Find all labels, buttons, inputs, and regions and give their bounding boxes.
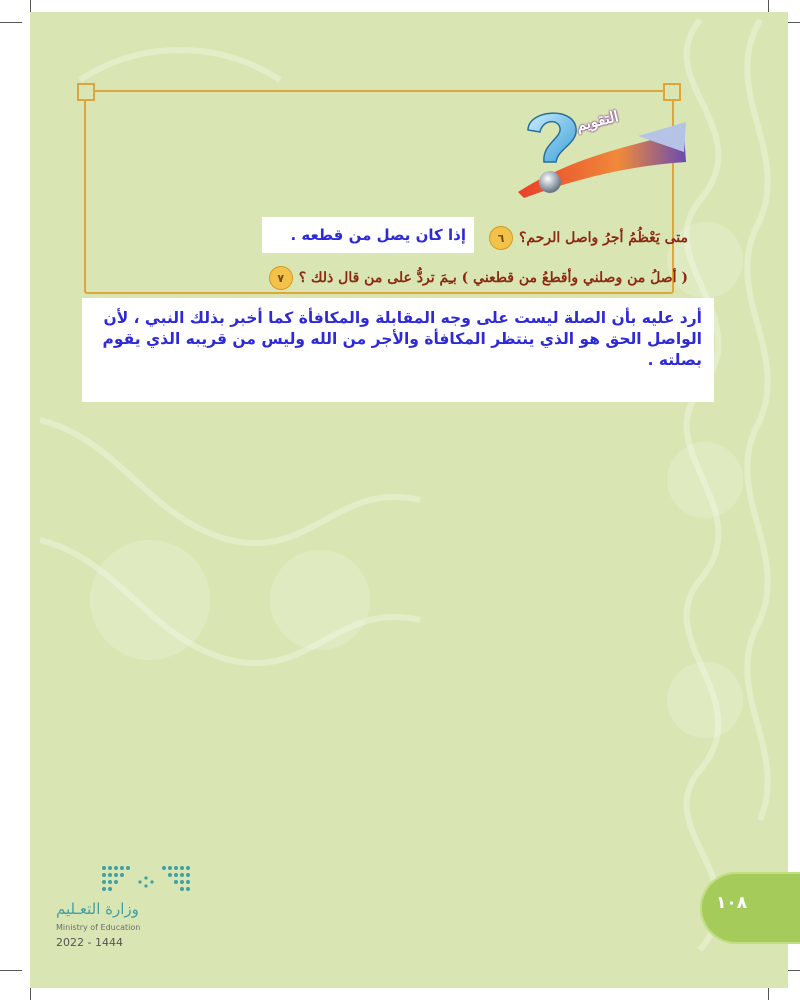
page-number: ١٠٨: [716, 893, 748, 913]
question-number-badge: ٦: [489, 226, 513, 250]
answer-box: أرد عليه بأن الصلة ليست على وجه المقابلة والمكافأة كما أخبر بذلك النبي ، لأن الواصل الحق هو الذي ينتظر المكافأة والأجر من الله وليس من قريبه الذي يقوم بصلته .: [82, 298, 714, 402]
section-title: التقويم: [574, 107, 621, 135]
question-text: ( أصلُ من وصلني وأقطعُ من قطعني ) بـِمَ تردُّ على من قال ذلك ؟: [298, 270, 688, 286]
edition-year: 2022 - 1444: [56, 936, 123, 949]
question-7: [269, 266, 688, 290]
question-6: [489, 226, 688, 250]
ministry-name-arabic: وزارة التعـليم: [56, 900, 139, 918]
page-number-tab: [700, 872, 800, 944]
ministry-name-english: Ministry of Education: [56, 923, 141, 932]
ministry-logo-dots: [100, 862, 192, 896]
question-text: متى يَعْظُمُ أجرُ واصل الرحم؟: [518, 230, 688, 246]
answer-box: إذا كان يصل من قطعه .: [262, 217, 474, 253]
ministry-logo: [56, 862, 186, 962]
section-title-graphic: [488, 100, 688, 210]
question-number-badge: ٧: [269, 266, 293, 290]
frame-corner: [663, 83, 681, 101]
frame-corner: [77, 83, 95, 101]
